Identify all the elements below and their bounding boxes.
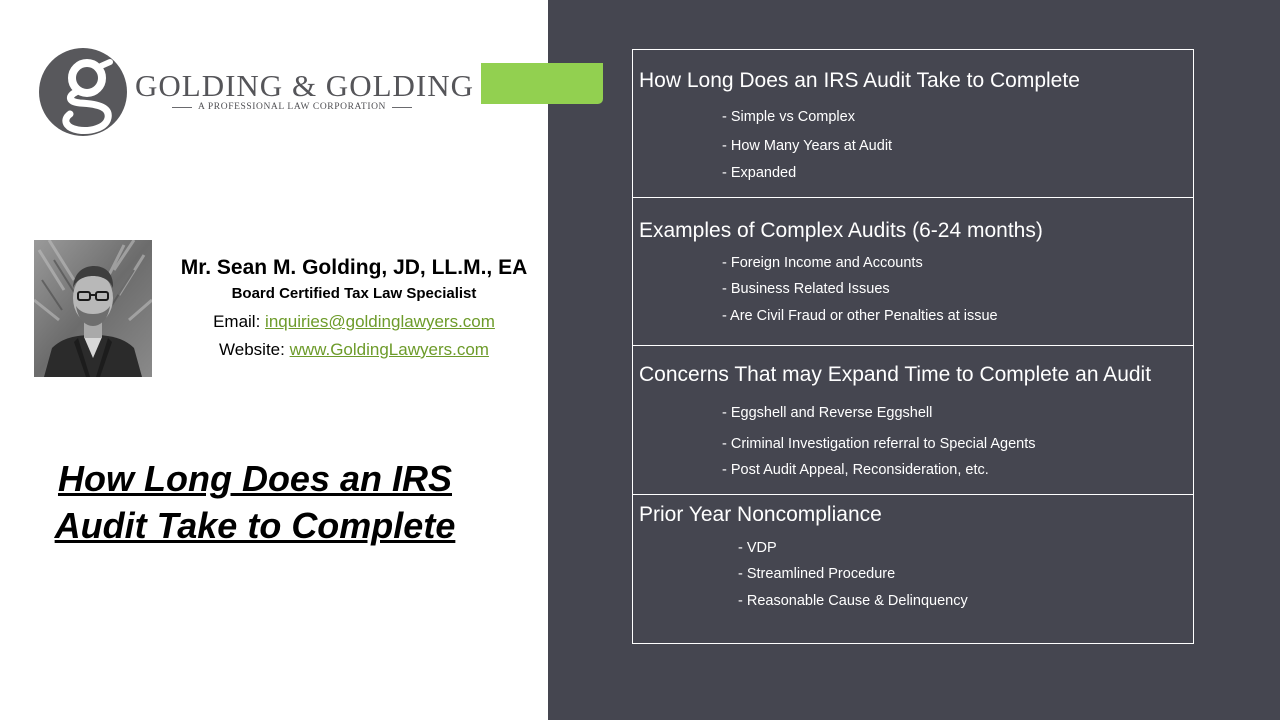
section-item: - How Many Years at Audit: [722, 138, 893, 154]
attorney-portrait-icon: [34, 240, 152, 377]
logo-tagline-row: [172, 102, 412, 112]
contact-block: [160, 254, 548, 361]
section-prior-year-noncompliance: [632, 494, 1194, 644]
logo-rule-left: [172, 107, 192, 108]
green-accent-tab: [481, 63, 603, 104]
logo-g-mark-icon: [38, 48, 128, 136]
logo-firm-name: GOLDING & GOLDING: [135, 68, 475, 103]
section-item: - Expanded: [722, 165, 797, 181]
attorney-title: Board Certified Tax Law Specialist: [231, 285, 477, 302]
attorney-photo: [34, 240, 152, 377]
slide-title-line-2: Audit Take to Complete: [54, 505, 456, 546]
section-item: - Are Civil Fraud or other Penalties at issue: [722, 308, 998, 324]
attorney-name: Mr. Sean M. Golding, JD, LL.M., EA: [180, 256, 528, 279]
email-label: Email:: [213, 312, 266, 331]
logo-rule-right: [392, 107, 412, 108]
section-expansion-concerns: [632, 345, 1194, 495]
section-heading: Examples of Complex Audits (6-24 months): [639, 219, 1043, 242]
section-item: - VDP: [738, 540, 777, 556]
section-item: - Business Related Issues: [722, 281, 890, 297]
logo-tagline: A PROFESSIONAL LAW CORPORATION: [198, 102, 386, 112]
section-item: - Foreign Income and Accounts: [722, 255, 923, 271]
email-line: [160, 311, 548, 333]
website-label: Website:: [219, 340, 290, 359]
section-item: - Post Audit Appeal, Reconsideration, etc.: [722, 462, 989, 478]
website-link[interactable]: www.GoldingLawyers.com: [289, 340, 489, 359]
section-complex-audits: [632, 197, 1194, 346]
section-audit-duration: [632, 49, 1194, 198]
section-item: - Eggshell and Reverse Eggshell: [722, 405, 933, 421]
section-heading: How Long Does an IRS Audit Take to Complete: [639, 69, 1080, 92]
website-line: [160, 339, 548, 361]
section-item: - Streamlined Procedure: [738, 566, 896, 582]
email-link[interactable]: inquiries@goldinglawyers.com: [265, 312, 495, 331]
firm-logo: [36, 46, 475, 138]
section-heading: Prior Year Noncompliance: [639, 503, 882, 526]
section-item: - Simple vs Complex: [722, 109, 855, 125]
slide-title-line-1: How Long Does an IRS: [57, 458, 452, 499]
section-item: - Criminal Investigation referral to Special Agents: [722, 436, 1036, 452]
section-heading: Concerns That may Expand Time to Complete an Audit: [639, 363, 1152, 386]
slide-title: [20, 455, 490, 549]
section-item: - Reasonable Cause & Delinquency: [738, 593, 968, 609]
